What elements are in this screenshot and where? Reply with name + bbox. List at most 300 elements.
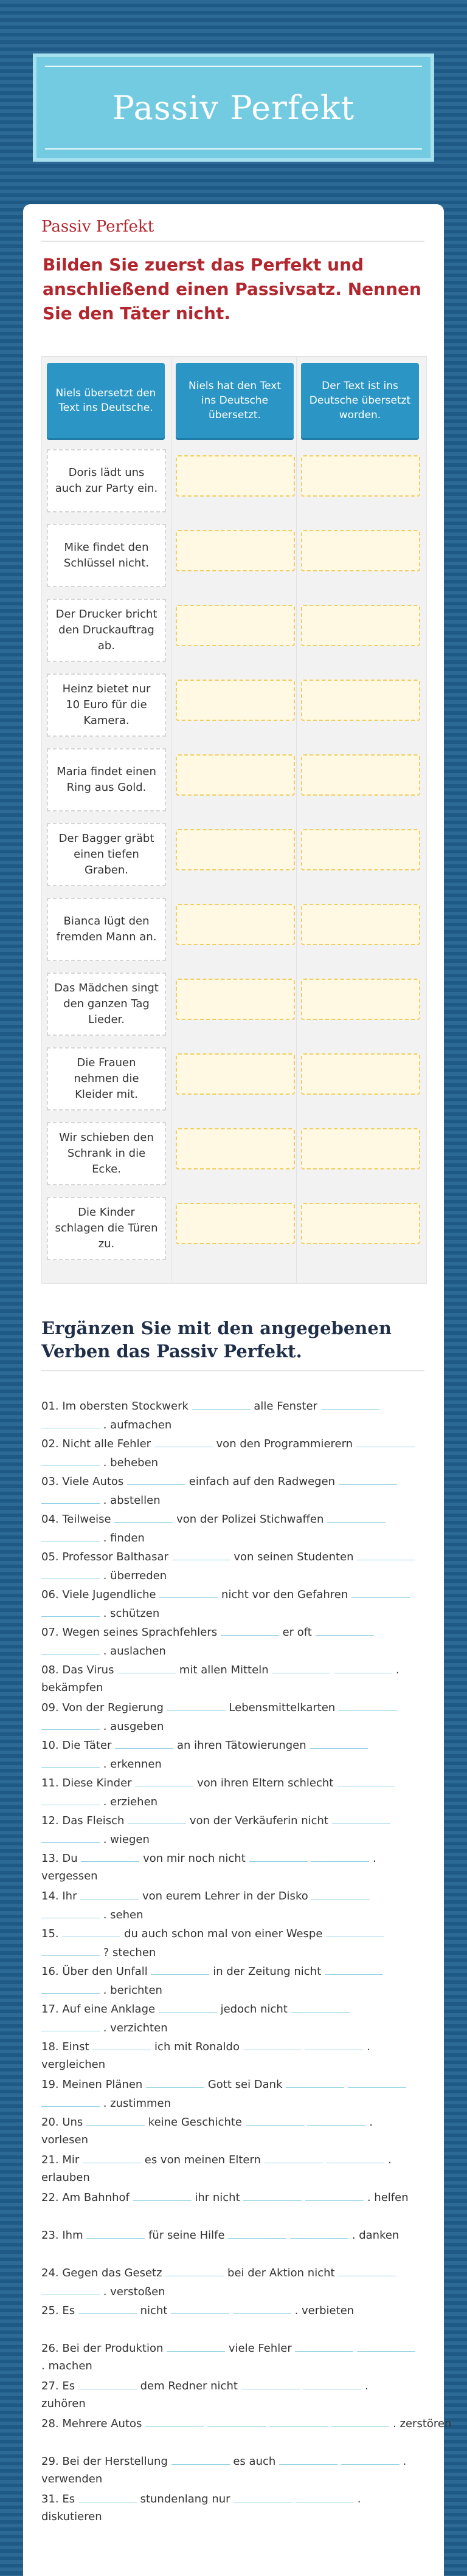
sentence-text: . verbieten: [294, 2304, 355, 2317]
exercise-item: [41, 1509, 427, 1546]
sentence-line: [41, 1603, 427, 1622]
sentence-text: 27. Es: [41, 2380, 75, 2392]
sentence-text: zuhören: [41, 2397, 86, 2410]
sentence-text: stundenlang nur: [140, 2493, 230, 2505]
sentence-line: [41, 1622, 427, 1641]
sentence-line: [41, 1471, 427, 1490]
sentence-text: 13. Du: [41, 1852, 78, 1865]
answer-blank[interactable]: [279, 2451, 337, 2465]
answer-blank[interactable]: [41, 1527, 100, 1541]
sentence-text: 31. Es: [41, 2493, 75, 2505]
answer-blank[interactable]: [135, 1772, 193, 1786]
drop-zone-passive[interactable]: [301, 979, 420, 1020]
answer-blank[interactable]: [41, 1716, 100, 1730]
answer-blank[interactable]: [127, 1471, 185, 1485]
sentence-line: [41, 1546, 427, 1565]
exercise-item: [41, 1999, 427, 2036]
grid-row: [42, 1117, 426, 1190]
sentence-text: . machen: [41, 2360, 92, 2372]
answer-blank[interactable]: [154, 1433, 213, 1447]
sentence-text: 28. Mehrere Autos: [41, 2417, 142, 2430]
drop-zone-passive[interactable]: [301, 455, 420, 497]
sentence-card[interactable]: Maria findet einen Ring aus Gold.: [47, 748, 166, 811]
sentence-text: vergessen: [41, 1870, 98, 1882]
instruction-text: Bilden Sie zuerst das Perfekt und anschließend einen Passivsatz. Nennen Sie den Täter nicht.: [43, 255, 421, 323]
drop-zone-perfect[interactable]: [176, 904, 295, 945]
answer-blank[interactable]: [339, 1471, 397, 1485]
page-title: Passiv Perfekt: [112, 88, 355, 127]
sentence-text: viele Fehler: [228, 2342, 292, 2355]
answer-blank[interactable]: [357, 1546, 415, 1560]
sentence-text: 26. Bei der Produktion: [41, 2342, 164, 2355]
exercise-item: [41, 2451, 427, 2488]
drop-zone-passive[interactable]: [301, 1128, 420, 1169]
answer-blank[interactable]: [41, 1452, 100, 1466]
answer-blank[interactable]: [311, 1848, 369, 1862]
exercise-item: [41, 2112, 427, 2149]
sentence-line: [41, 2017, 427, 2036]
answer-blank[interactable]: [351, 1584, 410, 1598]
answer-blank[interactable]: [41, 1829, 100, 1843]
answer-blank[interactable]: [171, 2300, 229, 2314]
answer-blank[interactable]: [41, 1904, 100, 1918]
sentence-text: . danken: [351, 2229, 400, 2242]
sentence-text: es von meinen Eltern: [144, 2154, 261, 2166]
sentence-card[interactable]: Der Bagger gräbt einen tiefen Graben.: [47, 823, 166, 886]
answer-blank[interactable]: [341, 2451, 400, 2465]
sentence-line: [41, 2375, 427, 2394]
sentence-text: 01. Im obersten Stockwerk: [41, 1400, 189, 1413]
sentence-text: Lebensmittelkarten: [229, 1701, 336, 1714]
sentence-line: [41, 2281, 427, 2300]
drop-zone-passive[interactable]: [301, 605, 420, 646]
sentence-text: er oft: [282, 1626, 312, 1639]
sentence-line: [41, 1641, 427, 1659]
sentence-line: [41, 1716, 427, 1735]
drop-zone-passive[interactable]: [301, 680, 420, 721]
answer-blank[interactable]: [167, 2338, 225, 2352]
sentence-line: [41, 1772, 427, 1791]
sentence-text: 18. Einst: [41, 2040, 89, 2053]
grid-row: [42, 594, 426, 667]
sentence-line: [41, 1999, 427, 2017]
answer-blank[interactable]: [78, 2375, 137, 2389]
answer-blank[interactable]: [165, 2262, 224, 2276]
sentence-line: [41, 1942, 427, 1961]
sentence-text: 23. Ihm: [41, 2229, 83, 2242]
answer-blank[interactable]: [321, 1396, 379, 1410]
answer-blank[interactable]: [325, 1961, 383, 1975]
answer-blank[interactable]: [348, 2074, 406, 2088]
sentence-line: [41, 1527, 427, 1546]
sentence-line: [41, 2451, 427, 2470]
exercise-item: [41, 2338, 427, 2375]
sentence-line: [41, 2149, 427, 2168]
sentence-card[interactable]: Bianca lügt den fremden Mann an.: [47, 898, 166, 961]
answer-blank[interactable]: [241, 2375, 300, 2389]
sentence-text: . verstoßen: [103, 2285, 165, 2298]
exercise-item: [41, 2036, 427, 2074]
answer-blank[interactable]: [192, 1396, 251, 1410]
grid-row: [42, 893, 426, 966]
answer-blank[interactable]: [305, 2187, 364, 2201]
answer-blank[interactable]: [311, 1886, 370, 1899]
sentence-line: [41, 1791, 427, 1810]
sentence-line: [41, 2357, 427, 2375]
sentence-line: [41, 1452, 427, 1471]
sentence-line: [41, 1754, 427, 1772]
drop-zone-passive[interactable]: [301, 754, 420, 796]
sentence-line: [41, 1829, 427, 1848]
sentence-text: .: [395, 1664, 400, 1676]
answer-blank[interactable]: [92, 2036, 151, 2050]
sentence-text: . zustimmen: [103, 2097, 171, 2110]
exercise-item: [41, 1546, 427, 1584]
sentence-line: [41, 2262, 427, 2281]
answer-blank[interactable]: [356, 1433, 415, 1447]
sentence-line: [41, 1886, 427, 1904]
sentence-text: 22. Am Bahnhof: [41, 2191, 130, 2204]
exercise-item: [41, 2413, 452, 2451]
drop-zone-perfect[interactable]: [176, 1203, 295, 1244]
answer-blank[interactable]: [62, 1923, 120, 1937]
sentence-text: keine Geschichte: [148, 2116, 242, 2129]
sentence-card[interactable]: Der Drucker bricht den Druckauftrag ab.: [47, 599, 166, 662]
sentence-text: . überreden: [103, 1569, 167, 1582]
answer-blank[interactable]: [114, 1509, 173, 1523]
answer-blank[interactable]: [332, 1810, 390, 1824]
answer-blank[interactable]: [159, 1584, 218, 1598]
drop-zone-perfect[interactable]: [176, 754, 295, 796]
sentence-card[interactable]: Doris lädt uns auch zur Party ein.: [47, 449, 166, 512]
drop-zone-perfect[interactable]: [176, 979, 295, 1020]
sentence-text: . abstellen: [103, 1494, 161, 1507]
sentence-text: mit allen Mitteln: [179, 1664, 269, 1676]
drop-zone-passive[interactable]: [301, 1203, 420, 1244]
answer-blank[interactable]: [272, 1659, 330, 1673]
drop-zone-perfect[interactable]: [176, 605, 295, 646]
answer-blank[interactable]: [221, 1622, 279, 1636]
exercise-item: [41, 1772, 427, 1810]
exercise-item: [41, 1584, 427, 1622]
answer-blank[interactable]: [326, 1923, 384, 1937]
sentence-text: .: [367, 2040, 370, 2053]
sentence-line: [41, 2055, 427, 2074]
sentence-text: bekämpfen: [41, 1681, 103, 1694]
sentence-text: diskutieren: [41, 2510, 102, 2523]
answer-blank[interactable]: [327, 1509, 386, 1523]
sentence-text: . zerstören: [393, 2417, 452, 2430]
answer-blank[interactable]: [243, 2187, 302, 2201]
answer-blank[interactable]: [41, 1490, 100, 1504]
drop-zone-perfect[interactable]: [176, 455, 295, 497]
sentence-text: .: [403, 2455, 407, 2468]
answer-blank[interactable]: [159, 1999, 217, 2013]
sentence-text: 08. Das Virus: [41, 1664, 114, 1676]
sentence-text: 03. Viele Autos: [41, 1475, 124, 1488]
sentence-text: von der Verkäuferin nicht: [189, 1814, 328, 1827]
sentence-line: [41, 1980, 427, 1999]
sentence-line: [41, 2413, 452, 2432]
answer-blank[interactable]: [41, 2017, 100, 2031]
exercise-item: [41, 2488, 427, 2526]
sentence-line: [41, 1414, 427, 1433]
answer-blank[interactable]: [303, 2375, 361, 2389]
sentence-line: [41, 2470, 427, 2488]
sentence-text: 09. Von der Regierung: [41, 1701, 164, 1714]
exercise-item: [41, 2262, 427, 2300]
exercise-item: [41, 1622, 427, 1659]
answer-blank[interactable]: [41, 2281, 100, 2295]
sentence-line: [41, 1904, 427, 1923]
sentence-text: von den Programmierern: [216, 1438, 353, 1450]
grid-row: [42, 519, 426, 592]
sentence-text: 06. Viele Jugendliche: [41, 1588, 156, 1601]
sentence-card[interactable]: Heinz bietet nur 10 Euro für die Kamera.: [47, 673, 166, 737]
sentence-text: 16. Über den Unfall: [41, 1965, 148, 1978]
sentence-card[interactable]: Wir schieben den Schrank in die Ecke.: [47, 1122, 166, 1185]
answer-blank[interactable]: [41, 1754, 100, 1768]
sentence-line: [41, 1396, 427, 1414]
answer-blank[interactable]: [246, 2112, 304, 2126]
sentence-text: von eurem Lehrer in der Disko: [142, 1890, 308, 1903]
answer-blank[interactable]: [338, 2262, 396, 2276]
exercise-item: [41, 1961, 427, 1999]
sentence-text: ich mit Ronaldo: [154, 2040, 240, 2053]
sentence-line: [41, 2074, 427, 2093]
sentence-text: 21. Mir: [41, 2154, 80, 2166]
answer-blank[interactable]: [249, 1848, 308, 1862]
answer-blank[interactable]: [117, 1659, 176, 1673]
sentence-text: . sehen: [103, 1909, 144, 1921]
grid-row: [42, 818, 426, 891]
sentence-text: .: [369, 2116, 373, 2129]
answer-blank[interactable]: [334, 1659, 392, 1673]
sentence-text: 25. Es: [41, 2304, 75, 2317]
answer-blank[interactable]: [331, 2413, 389, 2427]
answer-blank[interactable]: [115, 1735, 173, 1749]
exercise-item: [41, 1433, 427, 1471]
sentence-line: [41, 1923, 427, 1942]
sentence-line: [41, 1490, 427, 1509]
sentence-line: [41, 1509, 427, 1527]
answer-blank[interactable]: [310, 1735, 368, 1749]
sentence-line: [41, 2338, 427, 2357]
drop-zone-passive[interactable]: [301, 829, 420, 870]
sentence-text: nicht: [140, 2304, 168, 2317]
drop-zone-perfect[interactable]: [176, 1053, 295, 1095]
drop-zone-passive[interactable]: [301, 1053, 420, 1095]
sentence-text: verwenden: [41, 2473, 103, 2485]
exercise-item: [41, 2187, 427, 2225]
sentence-text: von mir noch nicht: [143, 1852, 246, 1865]
sentence-line: [41, 1659, 427, 1678]
sentence-text: . wiegen: [103, 1833, 150, 1846]
sentence-line: [41, 1810, 427, 1829]
sentence-text: .: [365, 2380, 368, 2392]
sentence-line: [41, 2394, 427, 2413]
sentence-text: .: [372, 1852, 376, 1865]
answer-blank[interactable]: [295, 2338, 353, 2352]
answer-blank[interactable]: [41, 1791, 100, 1805]
exercise-item: [41, 2149, 427, 2187]
sentence-line: [41, 1433, 427, 1452]
grid-row: [42, 1192, 426, 1265]
sentence-text: jedoch nicht: [220, 2003, 288, 2016]
sentence-text: von ihren Eltern schlecht: [197, 1777, 334, 1789]
answer-blank[interactable]: [286, 2074, 344, 2088]
answer-blank[interactable]: [269, 2413, 328, 2427]
answer-blank[interactable]: [78, 2300, 137, 2314]
sentence-text: einfach auf den Radwegen: [189, 1475, 336, 1488]
sentence-text: 07. Wegen seines Sprachfehlers: [41, 1626, 218, 1639]
answer-blank[interactable]: [316, 1622, 374, 1636]
sentence-text: von seinen Studenten: [234, 1551, 354, 1563]
exercise-item: [41, 2300, 427, 2338]
sentence-text: vorlesen: [41, 2133, 89, 2146]
drop-zone-perfect[interactable]: [176, 530, 295, 571]
sentence-text: 24. Gegen das Gesetz: [41, 2267, 162, 2279]
sentence-card[interactable]: Die Kinder schlagen die Türen zu.: [47, 1197, 166, 1260]
exercise-item: [41, 1697, 427, 1735]
sentence-text: ihr nicht: [195, 2191, 240, 2204]
sentence-text: . berichten: [103, 1984, 162, 1997]
drop-zone-perfect[interactable]: [176, 1128, 295, 1169]
sentence-text: 29. Bei der Herstellung: [41, 2455, 168, 2468]
drop-zone-passive[interactable]: [301, 530, 420, 571]
sentence-text: . ausgeben: [103, 1720, 164, 1733]
drop-zone-perfect[interactable]: [176, 829, 295, 870]
grid-row: [42, 968, 426, 1041]
sentence-card[interactable]: Das Mädchen singt den ganzen Tag Lieder.: [47, 973, 166, 1036]
grid-row: [42, 444, 426, 517]
exercise-item: [41, 2375, 427, 2413]
exercise-item: [41, 1471, 427, 1509]
sentence-text: du auch schon mal von einer Wespe: [124, 1927, 323, 1940]
answer-blank[interactable]: [172, 1546, 230, 1560]
answer-blank[interactable]: [78, 2488, 137, 2502]
answer-blank[interactable]: [357, 2338, 415, 2352]
answer-blank[interactable]: [151, 1961, 209, 1975]
exercise-item: [41, 2225, 427, 2262]
sentence-line: [41, 2130, 427, 2149]
answer-blank[interactable]: [41, 1565, 100, 1579]
sentence-text: . helfen: [367, 2191, 409, 2204]
answer-blank[interactable]: [41, 1414, 100, 1428]
sentence-text: an ihren Tätowierungen: [176, 1739, 306, 1752]
answer-blank[interactable]: [167, 1697, 226, 1711]
drop-zone-passive[interactable]: [301, 904, 420, 945]
column-header-perfect: Niels hat den Text ins Deutsche übersetzt.: [176, 363, 294, 438]
exercise-item: [41, 1810, 427, 1848]
sentence-text: für seine Hilfe: [148, 2229, 225, 2242]
sentence-text: in der Zeitung nicht: [213, 1965, 322, 1978]
sentence-text: nicht vor den Gefahren: [221, 1588, 348, 1601]
sentence-text: 20. Uns: [41, 2116, 83, 2129]
worksheet: [23, 204, 452, 2576]
banner-inner: [45, 66, 422, 150]
column-header-passive: Der Text ist ins Deutsche übersetzt worden.: [301, 363, 419, 438]
sentence-card[interactable]: Die Frauen nehmen die Kleider mit.: [47, 1047, 166, 1111]
sentence-text: . erziehen: [103, 1796, 158, 1808]
sentence-text: alle Fenster: [254, 1400, 317, 1413]
answer-blank[interactable]: [86, 2225, 145, 2239]
grid-row: [42, 743, 426, 816]
answer-blank[interactable]: [233, 2300, 291, 2314]
sentence-text: . auslachen: [103, 1645, 166, 1658]
banner-frame: [33, 53, 434, 162]
answer-blank[interactable]: [41, 2093, 100, 2107]
answer-blank[interactable]: [86, 2112, 145, 2126]
sentence-text: vergleichen: [41, 2058, 106, 2071]
exercise-item: [41, 1735, 427, 1772]
sentence-text: . finden: [103, 1532, 145, 1545]
grid-row: [42, 669, 426, 742]
answer-blank[interactable]: [41, 1942, 100, 1956]
answer-blank[interactable]: [290, 2225, 348, 2239]
answer-blank[interactable]: [337, 1772, 395, 1786]
answer-blank[interactable]: [234, 2488, 292, 2502]
sentence-text: .: [388, 2154, 392, 2166]
answer-blank[interactable]: [228, 2225, 286, 2239]
sentence-text: Gott sei Dank: [207, 2078, 283, 2091]
answer-blank[interactable]: [80, 1886, 139, 1899]
answer-blank[interactable]: [83, 2149, 141, 2163]
drop-zone-perfect[interactable]: [176, 680, 295, 721]
sentence-text: dem Redner nicht: [140, 2380, 238, 2392]
answer-blank[interactable]: [41, 1603, 100, 1617]
sentence-line: [41, 2300, 427, 2319]
sentence-text: . schützen: [103, 1607, 160, 1620]
sentence-text: . beheben: [103, 1456, 159, 1469]
answer-blank[interactable]: [81, 1848, 139, 1862]
sentence-line: [41, 2093, 427, 2112]
answer-blank[interactable]: [265, 2149, 323, 2163]
sentence-text: 04. Teilweise: [41, 1513, 111, 1526]
sentence-card[interactable]: Mike findet den Schlüssel nicht.: [47, 524, 166, 587]
answer-blank[interactable]: [339, 1697, 397, 1711]
answer-blank[interactable]: [41, 1641, 100, 1655]
answer-blank[interactable]: [296, 2488, 354, 2502]
sentence-text: 17. Auf eine Anklage: [41, 2003, 156, 2016]
answer-blank[interactable]: [133, 2187, 192, 2201]
sentence-text: . aufmachen: [103, 1419, 172, 1431]
exercise-item: [41, 2074, 427, 2112]
answer-blank[interactable]: [146, 2074, 204, 2088]
answer-blank[interactable]: [307, 2112, 365, 2126]
sentence-text: .: [357, 2493, 361, 2505]
answer-blank[interactable]: [171, 2451, 230, 2465]
sentence-line: [41, 2168, 427, 2187]
sentence-text: . erkennen: [103, 1758, 162, 1771]
sentence-text: 05. Professor Balthasar: [41, 1551, 168, 1563]
answer-blank[interactable]: [41, 1980, 100, 1994]
answer-blank[interactable]: [207, 2413, 266, 2427]
exercise-item: [41, 1659, 427, 1697]
sentence-line: [41, 1961, 427, 1980]
answer-blank[interactable]: [145, 2413, 204, 2427]
answer-blank[interactable]: [128, 1810, 186, 1824]
exercise-item: [41, 1396, 427, 1433]
answer-blank[interactable]: [305, 2036, 363, 2050]
answer-blank[interactable]: [326, 2149, 384, 2163]
sentence-line: [41, 2488, 427, 2507]
answer-blank[interactable]: [243, 2036, 302, 2050]
sentence-line: [41, 1697, 427, 1716]
sentence-text: . verzichten: [103, 2022, 168, 2034]
sentence-text: 14. Ihr: [41, 1890, 77, 1903]
answer-blank[interactable]: [291, 1999, 350, 2013]
